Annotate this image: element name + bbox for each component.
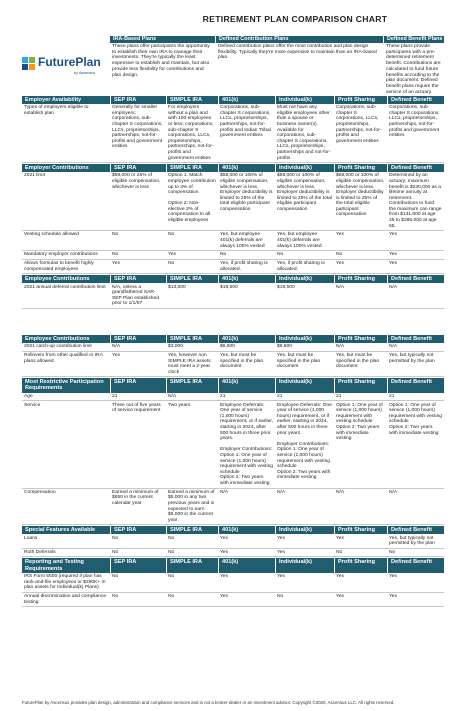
table-section bbox=[22, 526, 444, 557]
table-row bbox=[22, 104, 444, 163]
intro-header-defined-contribution: Defined Contribution Plans bbox=[216, 36, 383, 43]
column-header: Profit Sharing bbox=[334, 164, 387, 172]
column-header: SEP IRA bbox=[110, 164, 166, 172]
column-header: SIMPLE IRA bbox=[166, 526, 218, 534]
table-cell: Yes bbox=[389, 261, 397, 267]
column-header: SEP IRA bbox=[110, 96, 166, 104]
row-label: Service bbox=[24, 402, 41, 408]
section-header-row bbox=[22, 378, 444, 392]
table-cell: Yes bbox=[389, 594, 397, 600]
table-cell: Yes, but typically not permitted by the plan bbox=[389, 352, 435, 364]
table-cell: Yes bbox=[336, 535, 344, 541]
table-cell: Yes bbox=[277, 535, 285, 541]
row-label: Types of employers eligible to establish plan bbox=[24, 105, 89, 116]
column-header: 401(k) bbox=[218, 335, 275, 343]
section-header-row bbox=[22, 526, 444, 534]
table-section bbox=[22, 275, 444, 309]
table-cell: N/A bbox=[168, 393, 177, 399]
document-title: RETIREMENT PLAN COMPARISON CHART bbox=[202, 14, 388, 24]
table-section bbox=[22, 96, 444, 163]
table-cell: No bbox=[168, 232, 175, 238]
table-cell: $58,000 or 25% of eligible compensation, whichever is less bbox=[112, 173, 161, 190]
table-cell: Yes bbox=[168, 252, 176, 258]
table-cell: No bbox=[112, 232, 119, 238]
table-cell: $19,500 bbox=[220, 284, 238, 290]
table-cell: 21 bbox=[220, 393, 226, 399]
column-header: Individual(k) bbox=[275, 526, 334, 534]
table-cell: 21 bbox=[112, 393, 118, 399]
row-label: Annual discrimination and compliance testing bbox=[24, 594, 107, 605]
table-cell: Yes, but employee 401(k) deferrals are always 100% vested bbox=[277, 232, 322, 249]
column-header: Profit Sharing bbox=[334, 335, 387, 343]
table-cell: 21 bbox=[336, 393, 342, 399]
table-row bbox=[22, 343, 444, 352]
row-label: Mandatory employer contributions bbox=[24, 252, 98, 258]
table-cell: 21 bbox=[389, 393, 395, 399]
column-header: SIMPLE IRA bbox=[166, 96, 218, 104]
column-header: Profit Sharing bbox=[334, 558, 387, 572]
table-cell: $58,000 or 100% of eligible compensation, whichever is less. Employer deductibility is limited to 25% of the total eligible participant compensation bbox=[336, 173, 385, 218]
table-cell: Must not have any eligible employees other than a spouse or business owner(s). Available for corporations, sub-chapter S corporations, LLCs, proprietorships, partnerships and not-for-profits bbox=[277, 105, 331, 161]
row-label: Age bbox=[24, 393, 33, 399]
table-cell: $6,500 bbox=[220, 344, 235, 350]
table-row bbox=[22, 172, 444, 231]
table-row bbox=[22, 393, 444, 402]
table-cell: Three out of five years of service requirement bbox=[112, 402, 161, 414]
column-header: Individual(k) bbox=[275, 378, 334, 392]
column-header: Profit Sharing bbox=[334, 526, 387, 534]
table-cell: No bbox=[277, 594, 284, 600]
intro-text-defined-benefit: These plans provide participants with a pre-determined retirement benefit. Contributions are calculated to fund future benefits according to the plan document. Defined benefit plans require the service of an actuary. bbox=[386, 44, 441, 95]
logo-wordmark: FuturePlan bbox=[38, 55, 101, 69]
table-cell: Yes, if profit sharing is allocated. bbox=[277, 261, 325, 272]
section-header-row bbox=[22, 558, 444, 572]
table-cell: Earned a minimum of $650 in the current calendar year bbox=[112, 489, 159, 506]
footer-disclaimer: FuturePlan by Ascensus provides plan design, administration and compliance services and is not a broker-dealer or an investment advisor. Copyright ©2020, Ascensus LLC. All rights reserved. bbox=[22, 700, 395, 705]
column-header: SIMPLE IRA bbox=[166, 275, 218, 283]
row-label: Vesting schedule allowed bbox=[24, 232, 79, 238]
row-label: 2021 limit bbox=[24, 173, 45, 179]
table-row bbox=[22, 489, 444, 526]
section-title: Employer Availability bbox=[22, 96, 110, 104]
table-cell: No bbox=[112, 549, 119, 555]
table-cell: N/A bbox=[112, 344, 121, 350]
row-label: 2021 annual deferral contribution limit bbox=[24, 284, 106, 290]
column-header: Defined Benefit bbox=[387, 96, 444, 104]
row-label: Rollovers from other qualified or IRA plans allowed bbox=[24, 352, 103, 364]
table-cell: Yes, but must be specified in the plan document bbox=[220, 352, 264, 370]
column-header: Profit Sharing bbox=[334, 275, 387, 283]
column-header: SEP IRA bbox=[110, 526, 166, 534]
column-header: SEP IRA bbox=[110, 335, 166, 343]
column-header: Individual(k) bbox=[275, 275, 334, 283]
table-cell: No bbox=[168, 594, 175, 600]
table-cell: $19,500 bbox=[277, 284, 295, 290]
table-cell: Yes bbox=[220, 549, 228, 555]
table-cell: N/A bbox=[389, 284, 398, 290]
table-section bbox=[22, 164, 444, 274]
table-row bbox=[22, 534, 444, 548]
table-row bbox=[22, 352, 444, 378]
table-cell: 21 bbox=[277, 393, 283, 399]
section-header-row bbox=[22, 275, 444, 283]
column-header: 401(k) bbox=[218, 164, 275, 172]
column-header: Defined Benefit bbox=[387, 526, 444, 534]
table-cell: No bbox=[168, 549, 175, 555]
table-cell: Yes bbox=[336, 594, 344, 600]
table-cell: No bbox=[336, 549, 343, 555]
section-title: Employee Contributions bbox=[22, 335, 110, 343]
table-row bbox=[22, 251, 444, 260]
table-cell: N/A bbox=[277, 489, 286, 495]
section-header-row bbox=[22, 164, 444, 172]
table-cell: No bbox=[112, 574, 119, 580]
table-section bbox=[22, 558, 444, 607]
table-cell: Generally for smaller employers; corporations, sub-chapter S corporations, LLCs, proprietorships, partnerships, not-for-profits and government entities bbox=[112, 105, 163, 150]
intro-text-defined-contribution: Defined contribution plans offer the most contribution and plan design flexibility. Typically they're more expensive to maintain than an IRA-based plan. bbox=[218, 44, 377, 61]
table-row bbox=[22, 573, 444, 593]
table-cell: No bbox=[112, 594, 119, 600]
table-cell: No bbox=[277, 252, 284, 258]
section-header-row bbox=[22, 335, 444, 343]
row-label: Loans bbox=[24, 535, 38, 541]
table-cell: N/A, unless a grandfathered SAR-SEP Plan established prior to 1/1/97 bbox=[112, 284, 159, 307]
table-cell: No bbox=[168, 261, 175, 267]
comparison-table bbox=[22, 96, 444, 607]
table-cell: Yes bbox=[389, 574, 397, 580]
futureplan-logo bbox=[22, 54, 112, 80]
table-cell: Earned a minimum of $5,000 in any two previous years and is expected to earn $5,000 in the current year bbox=[168, 489, 215, 523]
logo-byline: by Ascensus bbox=[74, 71, 96, 75]
table-cell: Yes bbox=[389, 252, 397, 258]
table-section bbox=[22, 335, 444, 377]
table-cell: No bbox=[389, 549, 396, 555]
table-cell: Yes bbox=[389, 232, 397, 238]
table-cell: $58,000 or 100% of eligible compensation, whichever is less. Employer deductibility is limited to 25% of the total eligible participant compensation bbox=[220, 173, 273, 212]
section-title: Special Features Available bbox=[22, 526, 110, 534]
table-cell: Yes, however non SIMPLE IRA assets must meet a 2-year clock bbox=[168, 352, 211, 375]
table-cell: N/A bbox=[389, 489, 398, 495]
table-cell: $6,500 bbox=[277, 344, 292, 350]
table-cell: Option 1: Match employee contribution up to 3% of compensation Option 2: Non-elective 2% of compensation to all eligible employees bbox=[168, 173, 216, 224]
table-row bbox=[22, 260, 444, 274]
section-title: Employee Contributions bbox=[22, 275, 110, 283]
table-cell: No bbox=[112, 535, 119, 541]
column-header: 401(k) bbox=[218, 275, 275, 283]
column-header: Defined Benefit bbox=[387, 275, 444, 283]
column-header: 401(k) bbox=[218, 526, 275, 534]
table-cell: N/A bbox=[336, 489, 345, 495]
table-cell: N/A bbox=[336, 344, 345, 350]
table-cell: Yes bbox=[112, 261, 120, 267]
table-cell: Yes, but must be specified in the plan document bbox=[277, 352, 321, 370]
table-row bbox=[22, 593, 444, 607]
section-title: Most Restrictive Participation Requirements bbox=[22, 378, 110, 392]
column-header: SIMPLE IRA bbox=[166, 164, 218, 172]
intro-header-ira: IRA-Based Plans bbox=[110, 36, 215, 43]
table-cell: Corporations, sub-chapter S corporations, LLCs, proprietorships, partnerships, not-for-profits and government entities bbox=[389, 105, 440, 139]
table-cell: Yes bbox=[277, 549, 285, 555]
table-cell: $3,000 bbox=[168, 344, 183, 350]
column-header: 401(k) bbox=[218, 96, 275, 104]
column-header: 401(k) bbox=[218, 378, 275, 392]
table-cell: For employers without a plan and with 100 employees or less; corporations, sub-chapter S corporations, LLCs, proprietorships, partnerships, not-for-profits and government entities bbox=[168, 105, 214, 161]
table-cell: Yes, if profit sharing is allocated. bbox=[220, 261, 268, 272]
column-header: Profit Sharing bbox=[334, 378, 387, 392]
table-cell: Yes bbox=[336, 232, 344, 238]
section-title: Employer Contributions bbox=[22, 164, 110, 172]
table-cell: N/A bbox=[220, 489, 229, 495]
table-cell: Corporations, sub-chapter S corporations, LLCs, proprietorships, partnerships, not-for-profits and Indian Tribal government entities bbox=[220, 105, 271, 139]
row-label: Compensation bbox=[24, 489, 56, 495]
table-cell: $58,000 or 100% of eligible compensation, whichever is less. Employer deductibility is limited to 25% of the total eligible participant compensation bbox=[277, 173, 332, 212]
table-cell: No bbox=[220, 252, 227, 258]
table-cell: No bbox=[168, 574, 175, 580]
column-header: Individual(k) bbox=[275, 558, 334, 572]
table-cell: No bbox=[336, 252, 343, 258]
row-label: 2021 catch-up contribution limit bbox=[24, 344, 92, 350]
row-label: Roth Deferrals bbox=[24, 549, 56, 555]
table-cell: Yes bbox=[220, 574, 228, 580]
column-header: Defined Benefit bbox=[387, 558, 444, 572]
column-header: Individual(k) bbox=[275, 335, 334, 343]
intro-text-ira: These plans offer participants the opportunity to establish their own IRA to manage their investments. They're typically the least expensive to establish and maintain, but also provide less flexibility for contributions and plan design. bbox=[112, 44, 210, 78]
table-cell: Yes bbox=[336, 261, 344, 267]
table-row bbox=[22, 283, 444, 309]
section-header-row bbox=[22, 96, 444, 104]
table-cell: Yes bbox=[220, 535, 228, 541]
table-cell: Employee Deferrals: One year of service (1,000 hours) requirement, or if earlier, starting in 2024, after 500 hours in three prior years. Employer Contributions: Option 1: One year of service (1,000 hours) requirement with vesting schedule Option 2: Two years with immediate vesting bbox=[220, 402, 274, 486]
table-section bbox=[22, 378, 444, 525]
section-title: Reporting and Testing Requirements bbox=[22, 558, 110, 572]
table-cell: No bbox=[112, 252, 119, 258]
row-label: IRS Form 5500 (required if plan has rank-and-file employees or $250K+ in plan assets for Individual(k) Plans) bbox=[24, 574, 106, 591]
table-row bbox=[22, 231, 444, 251]
table-cell: Two years bbox=[168, 402, 191, 408]
table-cell: Yes, but typically not permitted by the plan bbox=[389, 535, 435, 547]
table-cell: Employee Deferrals: One year of service (1,000 hours) requirement, or if earlier, starting in 2024, after 500 hours in three prior years. Employer Contributions: Option 1: One year of service (1,000 hours) requirement with vesting schedule Option 2: Two years with immediate vesting bbox=[277, 402, 332, 481]
column-header: SEP IRA bbox=[110, 558, 166, 572]
table-cell: Yes, but employee 401(k) deferrals are always 100% vested bbox=[220, 232, 265, 249]
table-cell: Option 1: One year of service (1,000 hours) requirement with vesting schedule Option 2: Two years with immediate vesting bbox=[389, 402, 443, 436]
column-header: SIMPLE IRA bbox=[166, 335, 218, 343]
table-cell: Yes bbox=[112, 352, 120, 358]
column-header: Individual(k) bbox=[275, 164, 334, 172]
column-header: Defined Benefit bbox=[387, 164, 444, 172]
table-cell: $13,500 bbox=[168, 284, 186, 290]
table-cell: Yes bbox=[277, 574, 285, 580]
row-label: Allows formulas to benefit highly compensated employees bbox=[24, 261, 94, 272]
table-row bbox=[22, 549, 444, 558]
column-header: SIMPLE IRA bbox=[166, 558, 218, 572]
table-cell: Corporations, sub-chapter S corporations, LLCs, proprietorships, partnerships, not-for-profits and government entities bbox=[336, 105, 382, 144]
table-cell: Option 1: One year of service (1,000 hours) requirement with vesting schedule Option 2: Two years with immediate vesting bbox=[336, 402, 383, 442]
column-header: Profit Sharing bbox=[334, 96, 387, 104]
column-header: Defined Benefit bbox=[387, 378, 444, 392]
column-header: Defined Benefit bbox=[387, 335, 444, 343]
table-cell: Yes bbox=[220, 594, 228, 600]
table-cell: N/A bbox=[389, 344, 398, 350]
table-cell: N/A bbox=[336, 284, 345, 290]
table-cell: No bbox=[168, 535, 175, 541]
table-cell: Determined by an actuary; maximum benefit is $230,000 as a lifetime annuity at retirement. Contributions to fund the maximum can range from $131,600 at age 45 to $286,000 at age 65. bbox=[389, 173, 442, 229]
logo-mark-icon bbox=[22, 57, 35, 70]
column-header: SIMPLE IRA bbox=[166, 378, 218, 392]
table-cell: Yes bbox=[336, 574, 344, 580]
intro-header-defined-benefit: Defined Benefit Plans bbox=[384, 36, 444, 43]
table-cell: Yes, but must be specified in the plan document bbox=[336, 352, 380, 370]
column-header: SEP IRA bbox=[110, 275, 166, 283]
column-header: Individual(k) bbox=[275, 96, 334, 104]
column-header: 401(k) bbox=[218, 558, 275, 572]
table-row bbox=[22, 401, 444, 488]
column-header: SEP IRA bbox=[110, 378, 166, 392]
